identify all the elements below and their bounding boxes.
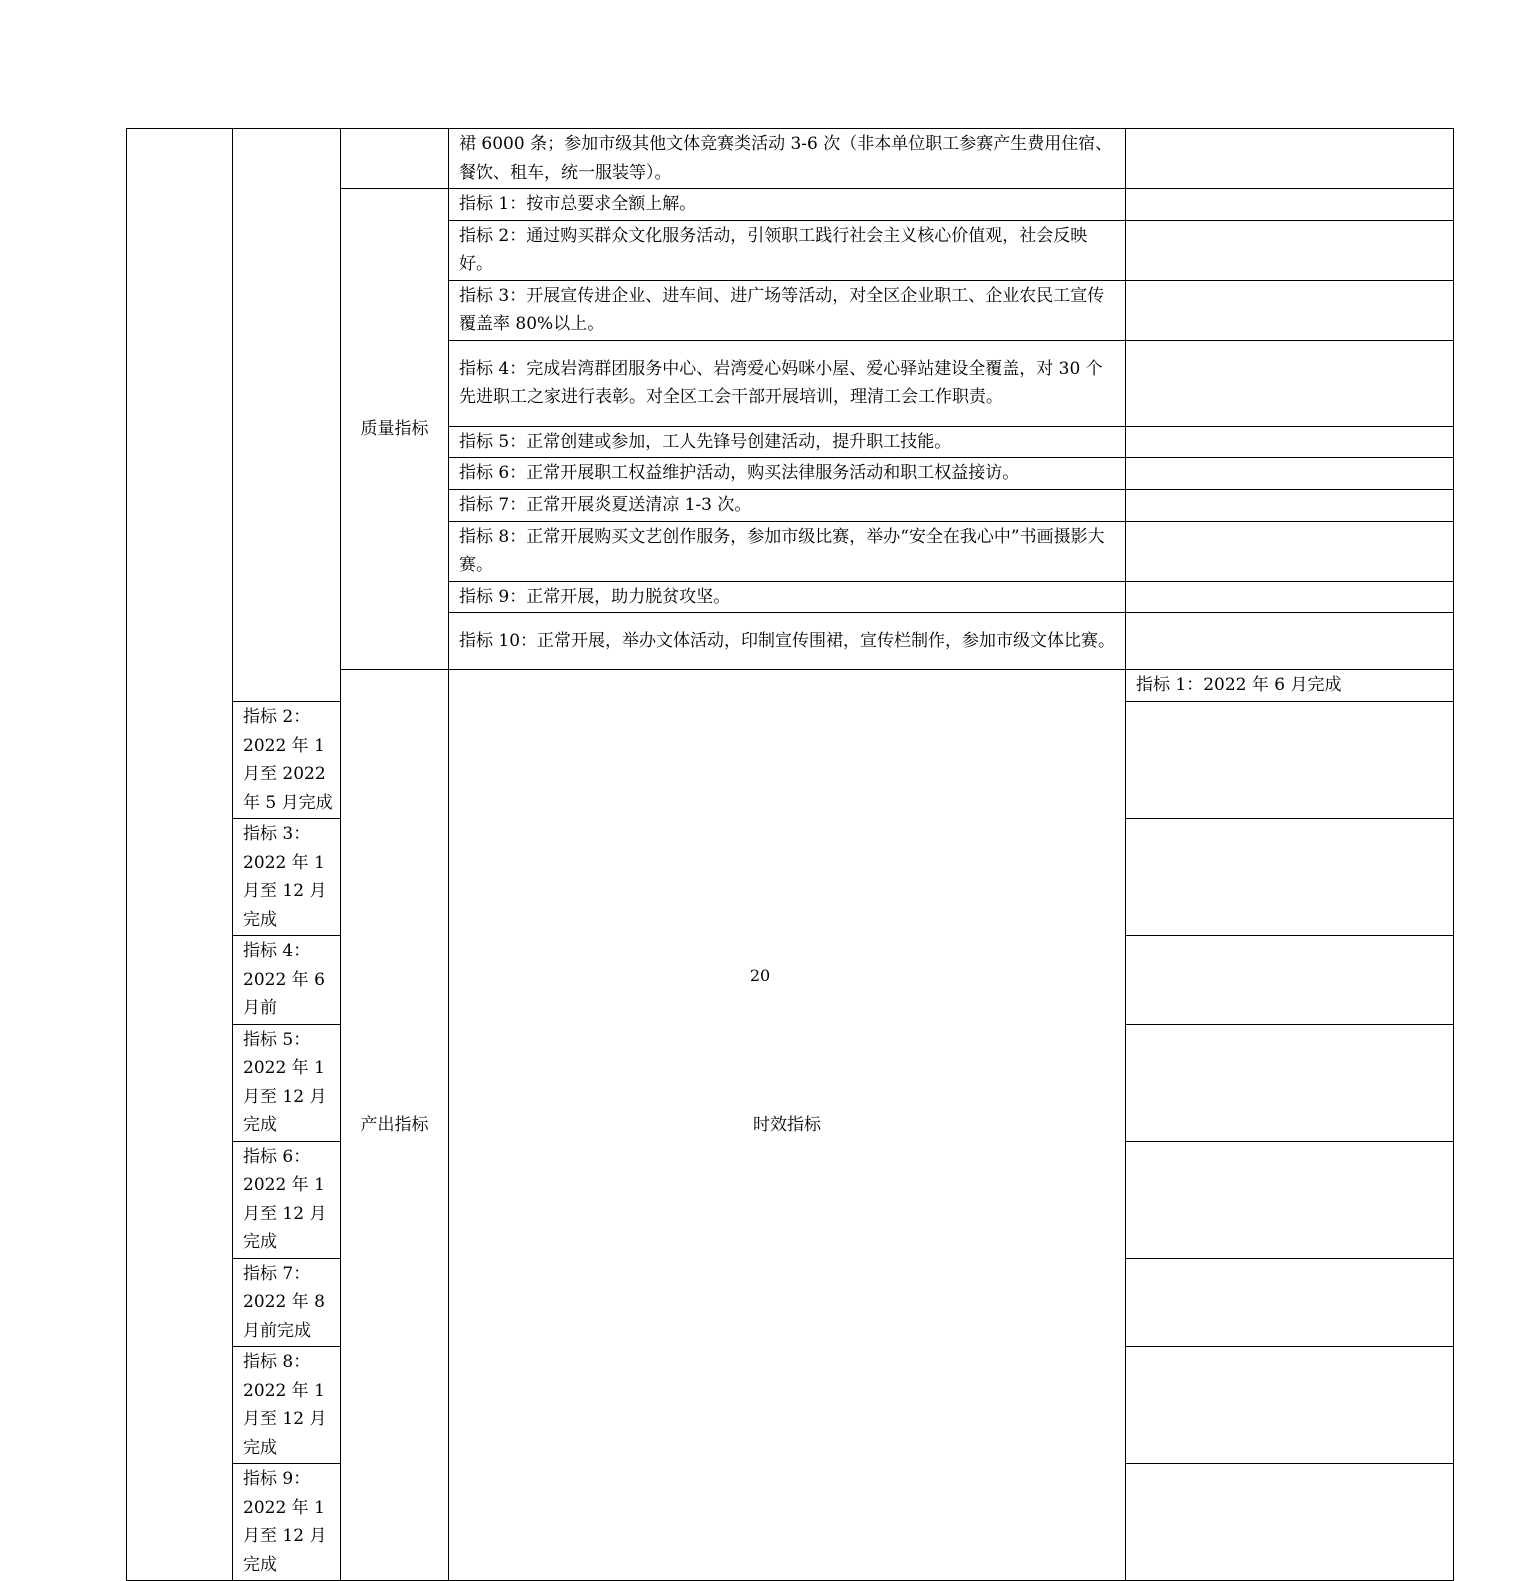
quality-indicator-2: 指标 2：通过购买群众文化服务活动，引领职工践行社会主义核心价值观，社会反映好。 — [449, 220, 1126, 280]
quality-indicator-4: 指标 4：完成岩湾群团服务中心、岩湾爱心妈咪小屋、爱心驿站建设全覆盖，对 30 个先进职工之家进行表彰。对全区工会干部开展培训，理清工会工作职责。 — [449, 340, 1126, 426]
continuation-level3-cell — [341, 129, 449, 189]
quality-indicator-9: 指标 9：正常开展，助力脱贫攻坚。 — [449, 581, 1126, 613]
timeliness-value-2 — [1126, 702, 1454, 819]
quality-indicator-3: 指标 3：开展宣传进企业、进车间、进广场等活动，对全区企业职工、企业农民工宣传覆盖率 80%以上。 — [449, 280, 1126, 340]
quality-value-8 — [1126, 521, 1454, 581]
timeliness-indicator-7: 指标 7：2022 年 8 月前完成 — [233, 1258, 341, 1347]
timeliness-value-3 — [1126, 819, 1454, 936]
timeliness-indicator-label: 时效指标 — [449, 670, 1126, 1581]
timeliness-value-5 — [1126, 1024, 1454, 1141]
timeliness-value-6 — [1126, 1141, 1454, 1258]
timeliness-indicator-3: 指标 3：2022 年 1 月至 12 月完成 — [233, 819, 341, 936]
quality-indicator-5: 指标 5：正常创建或参加，工人先锋号创建活动，提升职工技能。 — [449, 426, 1126, 458]
timeliness-indicator-4: 指标 4：2022 年 6 月前 — [233, 936, 341, 1025]
quality-value-7 — [1126, 490, 1454, 522]
quality-indicator-10: 指标 10：正常开展，举办文体活动，印制宣传围裙，宣传栏制作，参加市级文体比赛。 — [449, 613, 1126, 670]
timeliness-indicator-1: 指标 1：2022 年 6 月完成 — [1126, 670, 1454, 702]
quality-indicator-label: 质量指标 — [341, 189, 449, 670]
continuation-indicator-content: 裙 6000 条；参加市级其他文体竞赛类活动 3-6 次（非本单位职工参赛产生费用住宿、餐饮、租车，统一服装等）。 — [449, 129, 1126, 189]
indicator-table — [126, 128, 1454, 1581]
quality-value-4 — [1126, 340, 1454, 426]
continuation-value-cell — [1126, 129, 1454, 189]
timeliness-indicator-8: 指标 8：2022 年 1 月至 12 月完成 — [233, 1347, 341, 1464]
quality-value-3 — [1126, 280, 1454, 340]
quality-value-6 — [1126, 458, 1454, 490]
quality-indicator-7: 指标 7：正常开展炎夏送清凉 1-3 次。 — [449, 490, 1126, 522]
level1-category-cell — [127, 129, 233, 1581]
quality-indicator-6: 指标 6：正常开展职工权益维护活动，购买法律服务活动和职工权益接访。 — [449, 458, 1126, 490]
timeliness-indicator-5: 指标 5：2022 年 1 月至 12 月完成 — [233, 1024, 341, 1141]
timeliness-indicator-6: 指标 6：2022 年 1 月至 12 月完成 — [233, 1141, 341, 1258]
output-indicator-label: 产出指标 — [341, 670, 449, 1581]
quality-value-5 — [1126, 426, 1454, 458]
timeliness-indicator-2: 指标 2：2022 年 1 月至 2022 年 5 月完成 — [233, 702, 341, 819]
level2-category-cell — [233, 129, 341, 702]
timeliness-value-9 — [1126, 1464, 1454, 1581]
quality-value-1 — [1126, 189, 1454, 221]
timeliness-value-8 — [1126, 1347, 1454, 1464]
timeliness-value-7 — [1126, 1258, 1454, 1347]
quality-value-9 — [1126, 581, 1454, 613]
page-number: 20 — [749, 966, 771, 985]
quality-value-10 — [1126, 613, 1454, 670]
quality-indicator-1: 指标 1：按市总要求全额上解。 — [449, 189, 1126, 221]
timeliness-indicator-9: 指标 9：2022 年 1 月至 12 月完成 — [233, 1464, 341, 1581]
quality-indicator-8: 指标 8：正常开展购买文艺创作服务，参加市级比赛，举办“安全在我心中”书画摄影大赛。 — [449, 521, 1126, 581]
quality-value-2 — [1126, 220, 1454, 280]
